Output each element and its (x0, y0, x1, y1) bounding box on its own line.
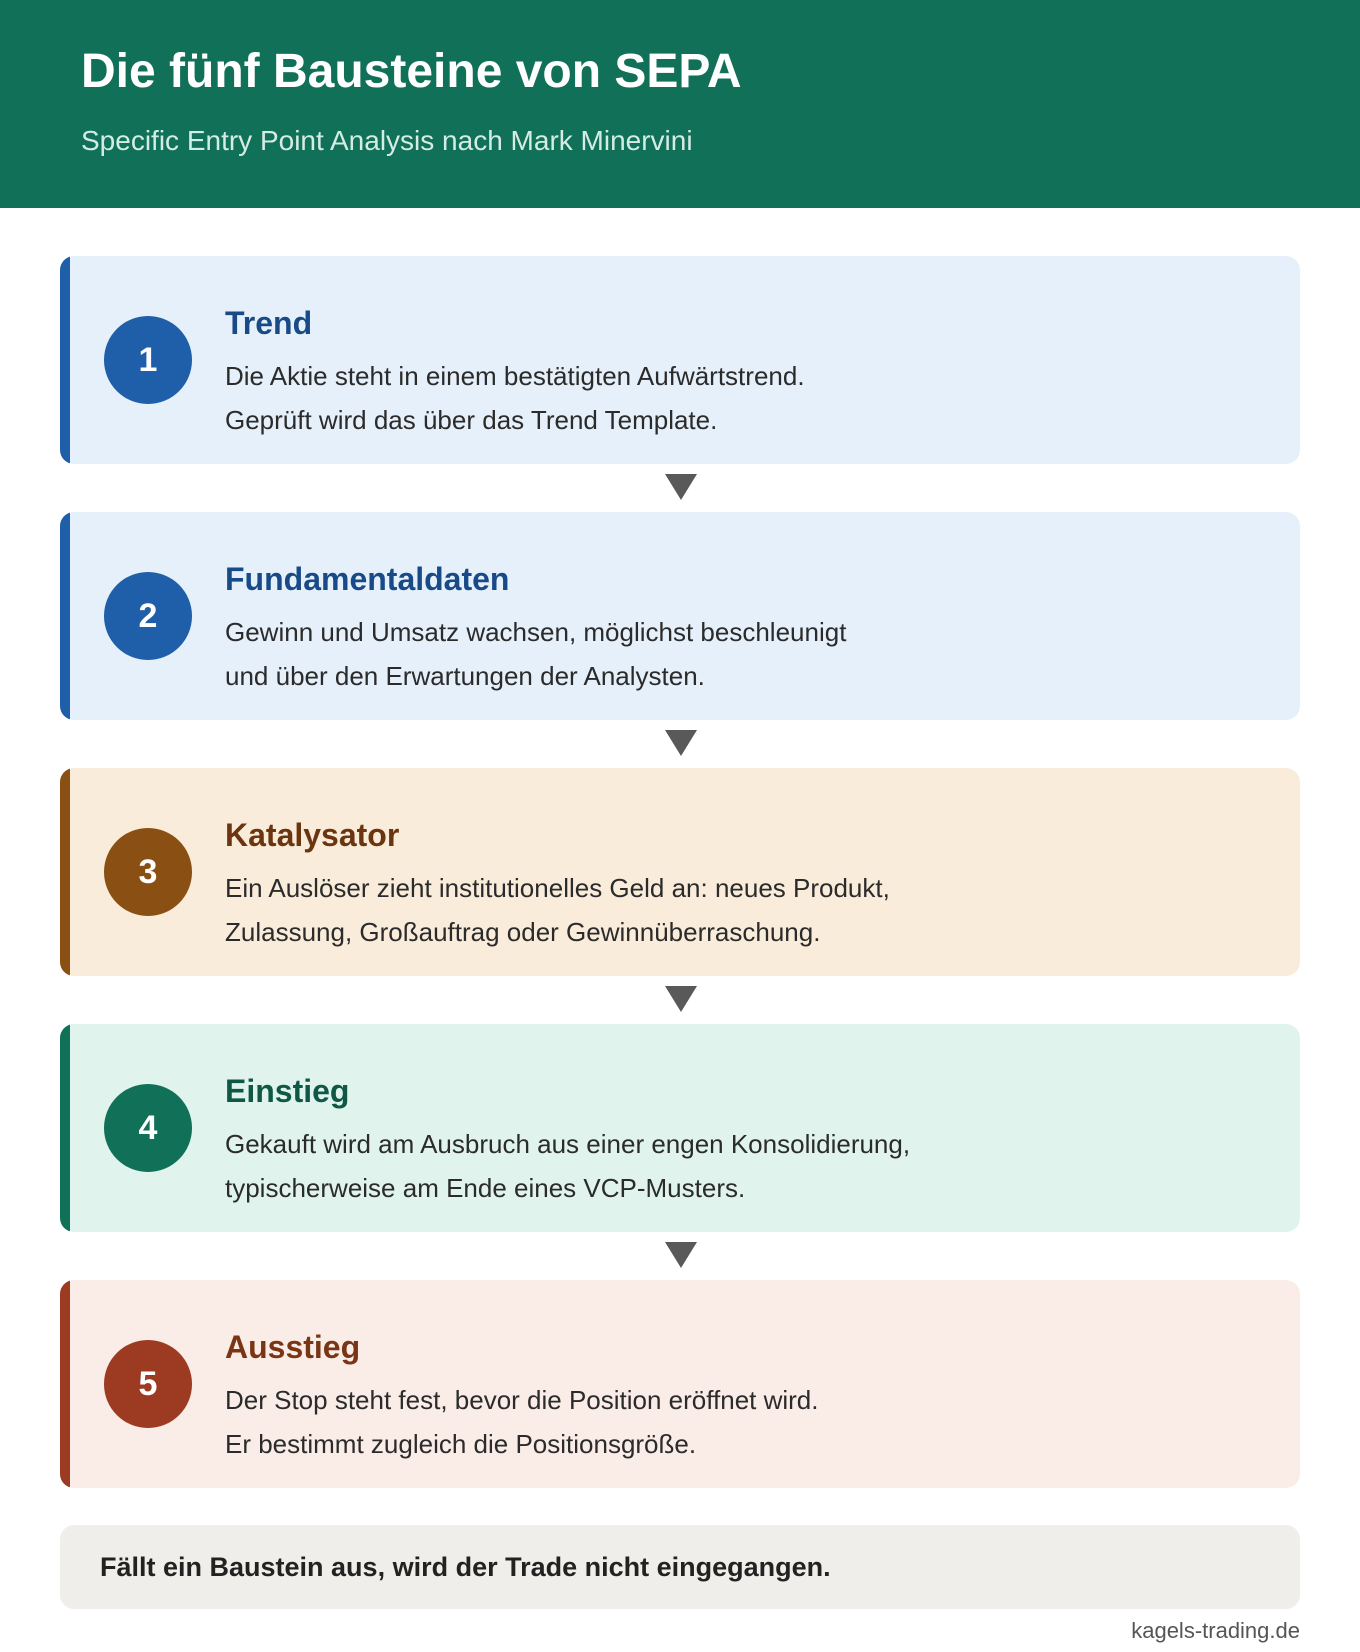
page-subtitle: Specific Entry Point Analysis nach Mark Minervini (81, 125, 693, 156)
step-description-line: Geprüft wird das über das Trend Template. (225, 405, 718, 435)
step-title: Fundamentaldaten (225, 561, 510, 597)
step-description-line: typischerweise am Ende eines VCP-Musters. (225, 1173, 746, 1203)
step-accent-bar (60, 1280, 70, 1488)
step-accent-bar (60, 1024, 70, 1232)
down-arrow-icon (665, 1242, 697, 1268)
step-description-line: Zulassung, Großauftrag oder Gewinnüberraschung. (225, 917, 821, 947)
step-title: Katalysator (225, 817, 400, 853)
step-card-einstieg (60, 1024, 1300, 1232)
step-number-badge: 1 (104, 316, 192, 404)
down-arrow-icon (665, 730, 697, 756)
down-arrow-icon (665, 986, 697, 1012)
step-number-badge: 2 (104, 572, 192, 660)
step-card-katalysator (60, 768, 1300, 976)
step-title: Ausstieg (225, 1329, 361, 1365)
down-arrow-icon (665, 474, 697, 500)
step-description-line: Er bestimmt zugleich die Positionsgröße. (225, 1429, 697, 1459)
summary-note-text: Fällt ein Baustein aus, wird der Trade nicht eingegangen. (100, 1552, 831, 1582)
step-title: Einstieg (225, 1073, 350, 1109)
step-number-badge: 4 (104, 1084, 192, 1172)
step-description-line: Ein Auslöser zieht institutionelles Geld an: neues Produkt, (225, 873, 890, 903)
step-card-fundamentaldaten (60, 512, 1300, 720)
step-number-badge: 5 (104, 1340, 192, 1428)
step-description-line: Der Stop steht fest, bevor die Position eröffnet wird. (225, 1385, 819, 1415)
summary-note (60, 1525, 1300, 1609)
header (0, 0, 1360, 208)
step-description-line: Gewinn und Umsatz wachsen, möglichst beschleunigt (225, 617, 847, 647)
step-title: Trend (225, 305, 313, 341)
step-description-line: Die Aktie steht in einem bestätigten Aufwärtstrend. (225, 361, 805, 391)
step-description-line: und über den Erwartungen der Analysten. (225, 661, 705, 691)
footer-source: kagels-trading.de (1131, 1618, 1300, 1643)
page-title: Die fünf Bausteine von SEPA (81, 45, 742, 98)
step-accent-bar (60, 768, 70, 976)
step-description-line: Gekauft wird am Ausbruch aus einer engen Konsolidierung, (225, 1129, 911, 1159)
step-accent-bar (60, 256, 70, 464)
step-card-trend (60, 256, 1300, 464)
step-card-ausstieg (60, 1280, 1300, 1488)
step-accent-bar (60, 512, 70, 720)
step-number-badge: 3 (104, 828, 192, 916)
